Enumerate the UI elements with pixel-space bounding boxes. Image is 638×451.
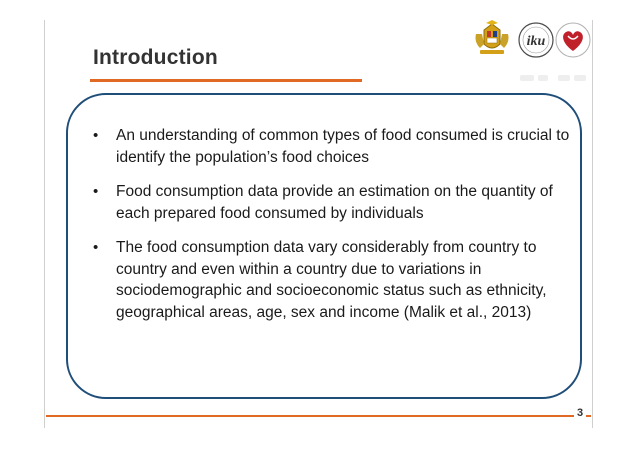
- slide-frame-right-line: [592, 20, 593, 428]
- slide-title: Introduction: [93, 46, 218, 69]
- page-number: 3: [574, 407, 586, 419]
- bullet-marker: •: [93, 127, 99, 144]
- heart-logo-icon: [554, 20, 592, 60]
- title-underline: [90, 79, 362, 82]
- logo-group: [470, 20, 590, 64]
- bullet-item: [92, 181, 574, 224]
- bullet-item: [92, 237, 574, 323]
- bullet-marker: •: [93, 183, 99, 200]
- iku-logo-icon: [516, 20, 556, 60]
- faded-watermark: [520, 72, 588, 84]
- slide-frame-left-line: [44, 20, 45, 428]
- iku-logo-text: iku: [526, 34, 546, 49]
- coat-of-arms-icon: [470, 20, 514, 60]
- footer-rule: [46, 415, 591, 417]
- bullet-list: [92, 125, 574, 336]
- bullet-item: [92, 125, 574, 168]
- bullet-marker: •: [93, 239, 99, 256]
- bullet-text: The food consumption data vary considerably from country to country and even within a country due to variations in sociodemographic and socioeconomic status such as ethnicity, geographical areas, age, sex and income (Malik et al., 2013): [116, 239, 547, 321]
- bullet-text: Food consumption data provide an estimation on the quantity of each prepared food consumed by individuals: [116, 183, 553, 222]
- bullet-text: An understanding of common types of food consumed is crucial to identify the population’s food choices: [116, 127, 570, 166]
